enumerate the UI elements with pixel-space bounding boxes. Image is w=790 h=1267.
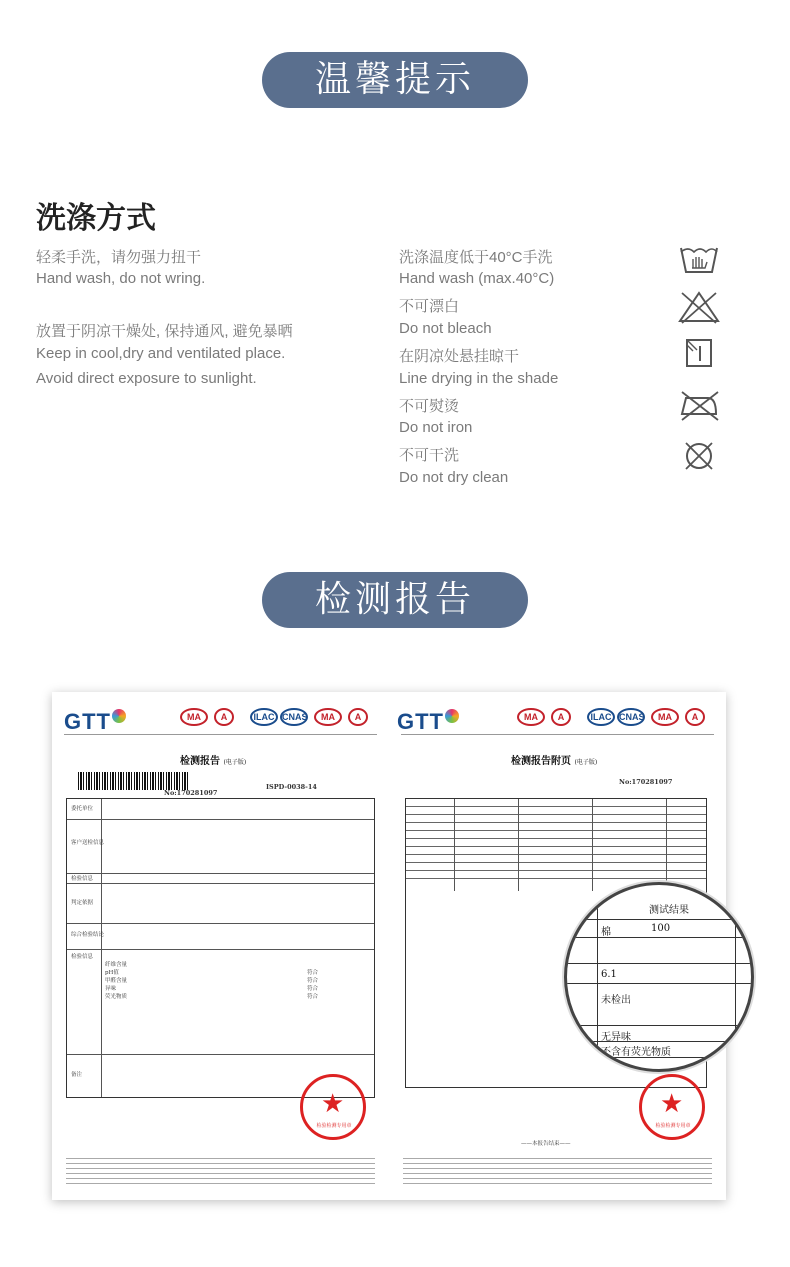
inspection-report-image bbox=[52, 692, 726, 1200]
gtt-logo: GTT bbox=[397, 709, 459, 735]
page-footer bbox=[66, 1158, 375, 1186]
wash-left-line: Keep in cool,dry and ventilated place. bbox=[36, 345, 286, 362]
report-end-text: ——本报告结束—— bbox=[521, 1141, 571, 1147]
hand-wash-icon bbox=[676, 240, 722, 280]
gtt-logo-icon bbox=[445, 709, 459, 723]
test-result: 符合 bbox=[307, 970, 319, 976]
odor-value: 无异味 bbox=[601, 1032, 631, 1043]
cma-certificate-icon: MA bbox=[314, 708, 342, 726]
ph-value: 6.1 bbox=[601, 969, 617, 980]
no-bleach-icon bbox=[676, 287, 722, 327]
test-result: 符合 bbox=[307, 994, 319, 1000]
magnified-result-view bbox=[564, 882, 754, 1072]
fluorescent-value: 不含有荧光物质 bbox=[601, 1047, 671, 1058]
report-right-page bbox=[389, 692, 726, 1200]
inspection-seal: ★ 检验检测专用章 bbox=[639, 1074, 705, 1140]
test-item: 荧光物质 bbox=[105, 994, 128, 1000]
report-main-table bbox=[66, 798, 375, 1098]
row-label: 委托单位 bbox=[71, 806, 94, 812]
test-result: 符合 bbox=[307, 986, 319, 992]
tips-header-pill: 温馨提示 bbox=[262, 52, 528, 108]
report-header-pill: 检测报告 bbox=[262, 572, 528, 628]
test-item: 甲醛含量 bbox=[105, 978, 128, 984]
wash-right-line: 不可漂白 bbox=[399, 298, 460, 315]
inspection-seal: ★ 检验检测专用章 bbox=[300, 1074, 366, 1140]
wash-left-line: 放置于阴凉干燥处, 保持通风, 避免暴晒 bbox=[36, 323, 293, 340]
wash-right-line: 不可干洗 bbox=[399, 447, 460, 464]
row-label: 检验信息 bbox=[71, 876, 94, 882]
barcode bbox=[78, 772, 188, 790]
cal-certificate-icon: A bbox=[551, 708, 571, 726]
row-label: 备注 bbox=[71, 1072, 83, 1078]
washing-section-title: 洗涤方式 bbox=[36, 201, 156, 236]
no-dry-clean-icon bbox=[676, 436, 722, 476]
wash-right-line: 在阴凉处悬挂晾干 bbox=[399, 348, 520, 365]
cotton-label: 棉 bbox=[601, 927, 611, 938]
ilac-mra-icon: ILAC bbox=[587, 708, 615, 726]
wash-left-line: Avoid direct exposure to sunlight. bbox=[36, 370, 257, 387]
page-footer bbox=[403, 1158, 712, 1186]
anti-fake-code: ISPD-0038-14 bbox=[266, 783, 317, 791]
row-label: 客户送检信息 bbox=[71, 840, 105, 846]
wash-left-line: 轻柔手洗，请勿强力扭干 bbox=[36, 249, 202, 266]
star-icon: ★ bbox=[660, 1089, 684, 1119]
wash-right-line: Do not dry clean bbox=[399, 469, 509, 486]
test-item: pH值 bbox=[105, 970, 119, 976]
wash-right-line: Hand wash (max.40°C) bbox=[399, 270, 555, 287]
test-result: 符合 bbox=[307, 978, 319, 984]
cnas-icon: CNAS bbox=[617, 708, 645, 726]
report-heading: 检测报告 (电子版) bbox=[180, 756, 247, 767]
report-left-page bbox=[52, 692, 389, 1200]
report-number: No:170281097 bbox=[164, 789, 218, 797]
wash-right-line: Do not bleach bbox=[399, 320, 492, 337]
star-icon: ★ bbox=[321, 1089, 345, 1119]
wash-right-line: Line drying in the shade bbox=[399, 370, 559, 387]
test-item: 异味 bbox=[105, 986, 117, 992]
header-rule bbox=[64, 734, 377, 735]
cotton-value: 100 bbox=[651, 923, 671, 934]
wash-right-line: 不可熨烫 bbox=[399, 398, 460, 415]
test-item: 纤维含量 bbox=[105, 962, 128, 968]
cal-certificate-icon: A bbox=[214, 708, 234, 726]
no-iron-icon bbox=[676, 384, 722, 424]
cal-certificate-icon: A bbox=[685, 708, 705, 726]
gtt-logo-icon bbox=[112, 709, 126, 723]
wash-left-line: Hand wash, do not wring. bbox=[36, 270, 206, 287]
wash-right-line: 洗涤温度低于40°C手洗 bbox=[399, 249, 553, 266]
cal-certificate-icon: A bbox=[348, 708, 368, 726]
row-label: 检验信息 bbox=[71, 954, 94, 960]
cma-certificate-icon: MA bbox=[517, 708, 545, 726]
ilac-mra-icon: ILAC bbox=[250, 708, 278, 726]
report-heading: 检测报告附页 (电子版) bbox=[511, 756, 598, 767]
row-label: 综合检验结论 bbox=[71, 932, 105, 938]
cma-certificate-icon: MA bbox=[651, 708, 679, 726]
row-label: 判定依据 bbox=[71, 900, 94, 906]
formaldehyde-value: 未检出 bbox=[601, 995, 631, 1006]
result-header: 测试结果 bbox=[649, 905, 689, 916]
header-rule bbox=[401, 734, 714, 735]
cnas-icon: CNAS bbox=[280, 708, 308, 726]
line-dry-shade-icon bbox=[676, 333, 722, 373]
gtt-logo: GTT bbox=[64, 709, 126, 735]
wash-right-line: Do not iron bbox=[399, 419, 473, 436]
cma-certificate-icon: MA bbox=[180, 708, 208, 726]
report-number: No:170281097 bbox=[619, 778, 673, 786]
